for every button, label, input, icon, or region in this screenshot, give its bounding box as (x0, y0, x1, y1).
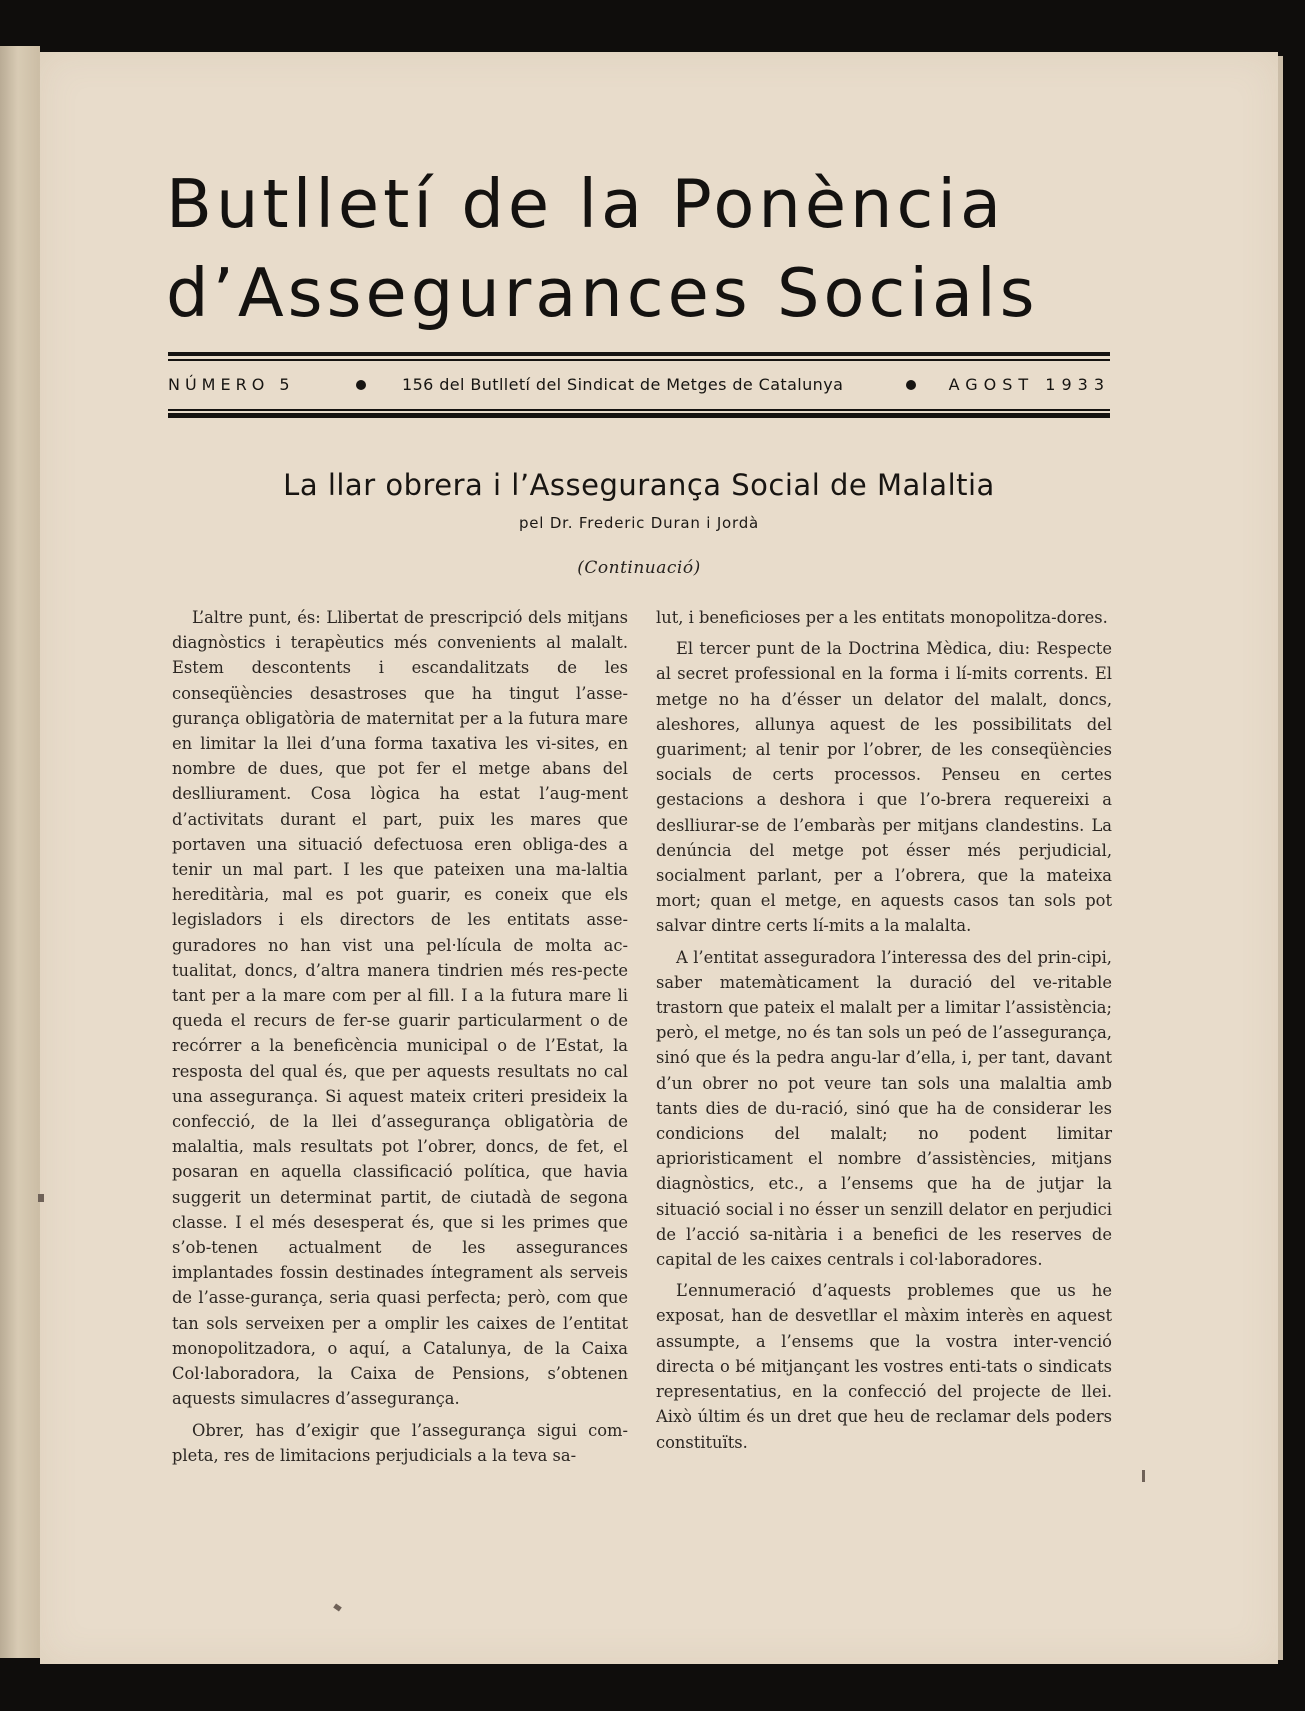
continuation-label: (Continuació) (577, 558, 701, 578)
previous-page-edge (0, 46, 40, 1658)
issue-number: NÚMERO 5 (168, 375, 295, 394)
paragraph: El tercer punt de la Doctrina Mèdica, diu: Respecte al secret professional en la forma i lí-mits corrents. El metge no ha d’ésser un delator del malalt, doncs, aleshores, allunya aquest de les possibilitats del guariment; al tenir por l’obrer, de les conseqüències socials de certs processos. Penseu en certes gestacions a deshora i que l’o-brera requereixi a deslliurar-se de l’embaràs per mitjans clandestins. La denúncia del metge pot ésser més perjudicial, socialment parlant, per a l’obrera, que la mateixa mort; quan el metge, en aquests casos tan sols pot salvar dintre certs lí-mits a la malalta. (656, 639, 1112, 936)
scan-speck (1142, 1470, 1145, 1482)
article-byline: pel Dr. Frederic Duran i Jordà (518, 514, 760, 532)
separator-bullet-icon (906, 380, 916, 390)
scan-speck (38, 1194, 44, 1202)
issue-info-line (168, 375, 1110, 397)
journal-title (166, 160, 1108, 338)
issue-source: 156 del Butlletí del Sindicat de Metges de Catalunya (402, 375, 844, 394)
separator-bullet-icon (356, 380, 366, 390)
paragraph: lut, i beneficioses per a les entitats monopolitza-dores. (656, 608, 1108, 627)
top-rule-thick (168, 352, 1110, 356)
page-edge-shadow (1278, 56, 1283, 1660)
paragraph: Obrer, has d’exigir que l’assegurança sigui com-pleta, res de limitacions perjudicials a la teva sa- (172, 1420, 628, 1465)
paragraph: L’ennumeració d’aquests problemes que us he exposat, han de desvetllar el màxim interès en aquest assumpte, a l’ensems que la vostra inter-venció directa o bé mitjançant les vostres enti-tats o sindicats representatius, en la confecció del projecte de llei. Això últim és un dret que heu de reclamar dels poders constituïts. (656, 1281, 1112, 1452)
bottom-rule-thick (168, 413, 1110, 418)
journal-title-line-1: Butlletí de la Ponència (166, 165, 1006, 243)
paragraph: L’altre punt, és: Llibertat de prescripció dels mitjans diagnòstics i terapèutics més convenients al malalt. Estem descontents i escandalitzats de les conseqüències desastroses que ha tingut l’asse-gurança obligatòria de maternitat per a la futura mare en limitar la llei d’una forma taxativa les vi-sites, en nombre de dues, que pot fer el metge abans del deslliurament. Cosa lògica ha estat l’aug-ment d’activitats durant el part, puix les mares que portaven una situació defectuosa eren obliga-des a tenir un mal part. I les que pateixen una ma-laltia hereditària, mal es pot guarir, es coneix que els legisladors i els directors de les entitats asse-guradores no han vist una pel·lícula de molta ac-tualitat, doncs, d’altra manera tindrien més res-pecte tant per a la mare com per al fill. I a la futura mare li queda el recurs de fer-se guarir particularment o de recórrer a la beneficència municipal o de l’Estat, la resposta del qual és, que per aquests resultats no cal una assegurança. Si aquest mateix criteri presideix la confecció, de la llei d’assegurança obligatòria de malaltia, mals resultats pot l’obrer, doncs, de fet, el posaran en aquella classificació política, que havia suggerit un determinat partit, de ciutadà de segona classe. I el més desesperat és, que si les primes que s’ob-tenen actualment de les assegurances implantades fossin destinades íntegrament als serveis de l’asse-gurança, seria quasi perfecta; però, com que tan sols serveixen per a omplir les caixes de l’entitat monopolitzadora, o aquí, a Catalunya, de la Caixa Col·laboradora, la Caixa de Pensions, s’obtenen aquests simulacres d’assegurança. (172, 608, 628, 1409)
article-column-right (656, 605, 1112, 1455)
journal-title-line-2: d’Assegurances Socials (166, 254, 1039, 332)
top-rule-thin (168, 359, 1110, 361)
article-title: La llar obrera i l’Assegurança Social de Malaltia (283, 468, 995, 502)
article-column-left (172, 605, 628, 1468)
issue-date: AGOST 1933 (948, 375, 1110, 394)
bottom-rule-thin (168, 409, 1110, 411)
paragraph: A l’entitat asseguradora l’interessa des del prin-cipi, saber matemàticament la duració del ve-ritable trastorn que pateix el malalt per a limitar l’assistència; però, el metge, no és tan sols un peó de l’assegurança, sinó que és la pedra angu-lar d’ella, i, per tant, davant d’un obrer no pot veure tan sols una malaltia amb tants dies de du-ració, sinó que ha de considerar les condicions del malalt; no podent limitar aprioristicament el nombre d’assistències, mitjans diagnòstics, etc., a l’ensems que ha de jutjar la situació social i no ésser un senzill delator en perjudici de l’acció sa-nitària i a benefici de les reserves de capital de les caixes centrals i col·laboradores. (656, 947, 1112, 1270)
